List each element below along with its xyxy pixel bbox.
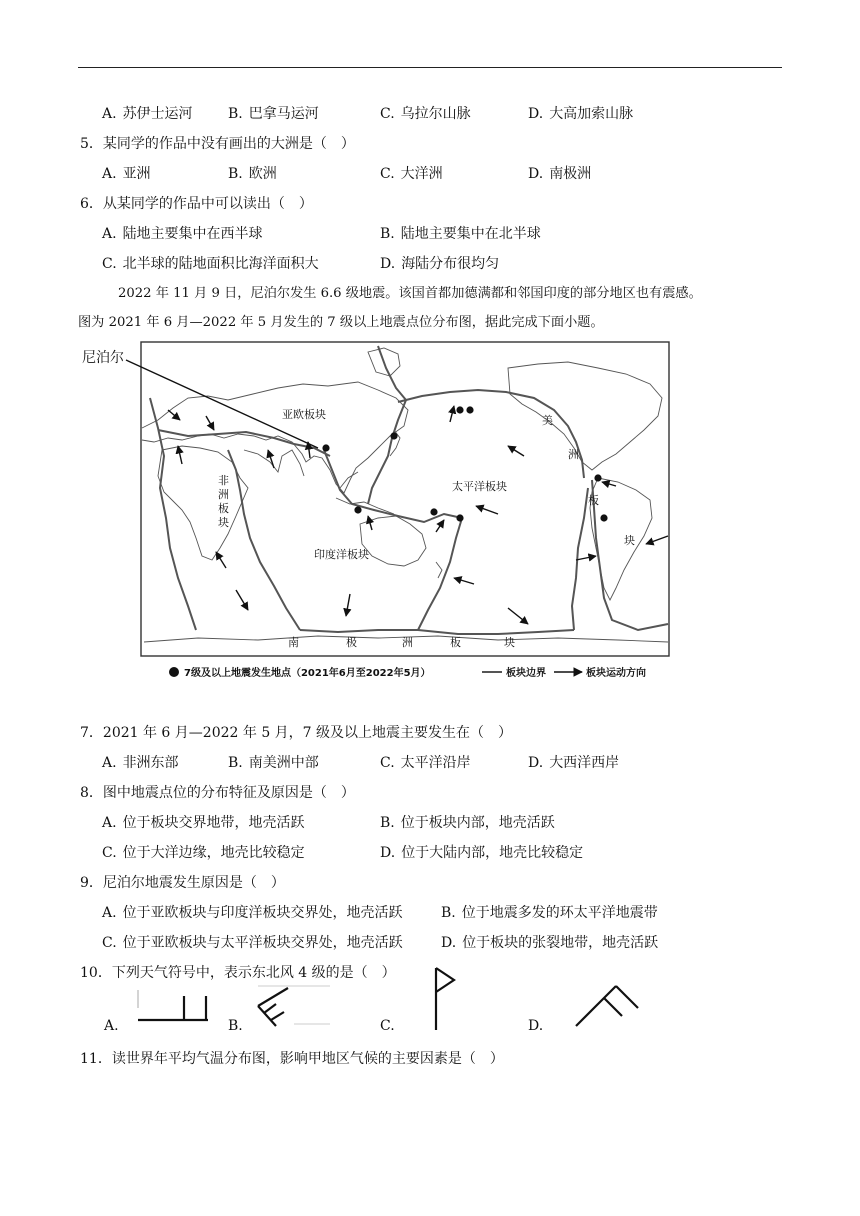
q7-option-c[interactable]: C. 太平洋沿岸: [380, 755, 471, 771]
map-label-indian-plate: 印度洋板块: [314, 548, 369, 561]
q5-option-d[interactable]: D. 南极洲: [528, 166, 592, 182]
map-label-america-4: 块: [624, 534, 635, 547]
q6-option-d[interactable]: D. 海陆分布很均匀: [380, 256, 500, 272]
q8-option-d[interactable]: D. 位于大陆内部，地壳比较稳定: [380, 845, 584, 861]
q4-option-c[interactable]: C. 乌拉尔山脉: [380, 106, 471, 122]
map-label-nepal: 尼泊尔: [82, 350, 124, 366]
map-label-africa-4: 块: [218, 516, 229, 529]
q8-option-c[interactable]: C. 位于大洋边缘，地壳比较稳定: [102, 845, 305, 861]
q5-option-b[interactable]: B. 欧洲: [228, 166, 277, 182]
wind-symbol-d[interactable]: [572, 980, 642, 1032]
q7-option-a[interactable]: A. 非洲东部: [102, 755, 179, 771]
quake-point: [354, 506, 361, 513]
q4-option-a[interactable]: A. 苏伊士运河: [102, 106, 193, 122]
legend-quake-icon: [169, 667, 179, 677]
map-label-america-1: 美: [542, 414, 553, 427]
map-label-africa-3: 板: [218, 502, 229, 515]
q10-option-c[interactable]: C.: [380, 1018, 395, 1034]
quake-point: [456, 406, 463, 413]
map-label-antarctic-5: 块: [504, 636, 515, 649]
q10-option-b[interactable]: B.: [228, 1018, 243, 1034]
q8-option-b[interactable]: B. 位于板块内部，地壳活跃: [380, 815, 555, 831]
q5-option-c[interactable]: C. 大洋洲: [380, 166, 443, 182]
q6-option-b[interactable]: B. 陆地主要集中在北半球: [380, 226, 541, 242]
quake-point: [594, 474, 601, 481]
map-legend: [169, 666, 646, 679]
map-label-antarctic-3: 洲: [402, 636, 413, 649]
q6-option-c[interactable]: C. 北半球的陆地面积比海洋面积大: [102, 256, 319, 272]
legend-boundary-label: 板块边界: [506, 668, 546, 679]
q9-option-b[interactable]: B. 位于地震多发的环太平洋地震带: [441, 905, 658, 921]
map-label-africa-2: 洲: [218, 488, 229, 501]
map-label-america-2: 洲: [568, 448, 579, 461]
q8-stem: 8．图中地震点位的分布特征及原因是（ ）: [80, 785, 355, 801]
legend-motion-label: 板块运动方向: [586, 668, 646, 679]
intro-line-1: 2022 年 11 月 9 日，尼泊尔发生 6.6 级地震。该国首都加德满都和邻国印度的部分地区也有震感。: [118, 286, 702, 301]
map-label-antarctic-4: 板: [450, 636, 461, 649]
quake-point: [466, 406, 473, 413]
map-label-africa-1: 非: [218, 474, 229, 487]
map-label-antarctic-1: 南: [288, 636, 299, 649]
quake-point: [322, 444, 329, 451]
q9-stem: 9．尼泊尔地震发生原因是（ ）: [80, 875, 285, 891]
legend-quake-label: 7级及以上地震发生地点（2021年6月至2022年5月）: [184, 668, 431, 679]
q10-option-a[interactable]: A.: [104, 1018, 119, 1034]
map-label-pacific-plate: 太平洋板块: [452, 480, 507, 493]
plate-map: [78, 338, 670, 684]
q4-option-d[interactable]: D. 大高加索山脉: [528, 106, 634, 122]
q11-stem: 11．读世界年平均气温分布图，影响甲地区气候的主要因素是（ ）: [80, 1051, 504, 1067]
q8-option-a[interactable]: A. 位于板块交界地带，地壳活跃: [102, 815, 305, 831]
q7-stem: 7．2021 年 6 月—2022 年 5 月，7 级及以上地震主要发生在（ ）: [80, 725, 513, 741]
q7-option-b[interactable]: B. 南美洲中部: [228, 755, 319, 771]
q9-option-c[interactable]: C. 位于亚欧板块与太平洋板块交界处，地壳活跃: [102, 935, 403, 951]
intro-line-2: 图为 2021 年 6 月—2022 年 5 月发生的 7 级以上地震点位分布图，据此完成下面小题。: [78, 315, 604, 330]
q10-option-d[interactable]: D.: [528, 1018, 544, 1034]
map-label-eurasian-plate: 亚欧板块: [282, 408, 326, 421]
q9-option-d[interactable]: D. 位于板块的张裂地带，地壳活跃: [441, 935, 659, 951]
wind-symbol-b[interactable]: [254, 984, 334, 1028]
header-rule: [78, 67, 782, 68]
quake-point: [390, 432, 397, 439]
wind-symbol-a[interactable]: [132, 984, 214, 1026]
quake-point: [456, 514, 463, 521]
q10-stem: 10．下列天气符号中，表示东北风 4 级的是（ ）: [80, 965, 396, 981]
map-label-antarctic-2: 极: [346, 636, 357, 649]
map-label-america-3: 板: [588, 494, 599, 507]
quake-point: [430, 508, 437, 515]
q7-option-d[interactable]: D. 大西洋西岸: [528, 755, 620, 771]
q5-option-a[interactable]: A. 亚洲: [102, 166, 151, 182]
q9-option-a[interactable]: A. 位于亚欧板块与印度洋板块交界处，地壳活跃: [102, 905, 403, 921]
q4-option-b[interactable]: B. 巴拿马运河: [228, 106, 319, 122]
wind-symbol-c[interactable]: [428, 964, 462, 1034]
quake-point: [600, 514, 607, 521]
q6-stem: 6．从某同学的作品中可以读出（ ）: [80, 196, 313, 212]
q5-stem: 5．某同学的作品中没有画出的大洲是（ ）: [80, 136, 355, 152]
q6-option-a[interactable]: A. 陆地主要集中在西半球: [102, 226, 263, 242]
